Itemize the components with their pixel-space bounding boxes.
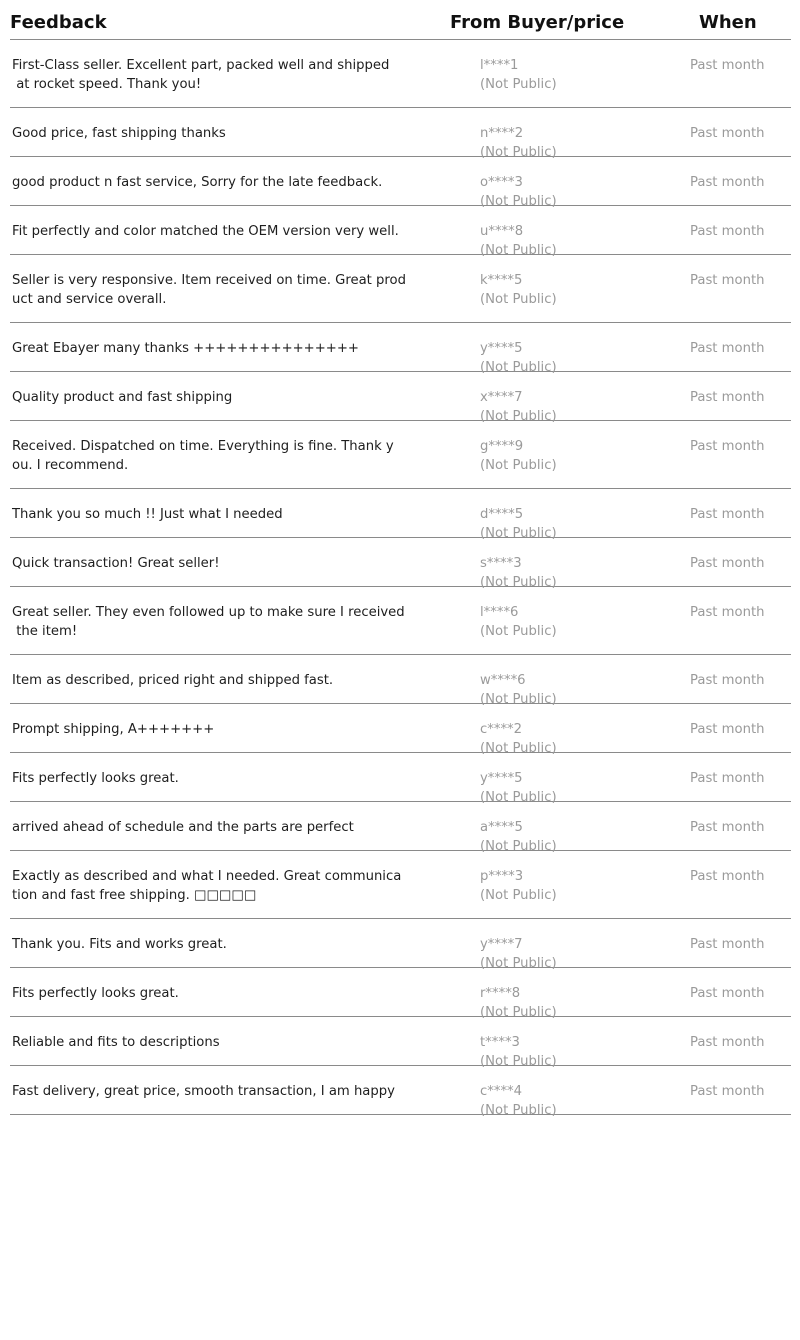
when-text: Past month bbox=[690, 224, 765, 239]
when-text: Past month bbox=[690, 605, 765, 620]
when-text: Past month bbox=[690, 986, 765, 1001]
buyer-name: t****3 bbox=[480, 1035, 520, 1050]
buyer-privacy-note: (Not Public) bbox=[480, 692, 557, 707]
buyer-name: l****6 bbox=[480, 605, 519, 620]
table-row bbox=[10, 1017, 791, 1069]
when-text: Past month bbox=[690, 771, 765, 786]
table-row bbox=[10, 421, 791, 489]
buyer-privacy-note: (Not Public) bbox=[480, 526, 557, 541]
when-text: Past month bbox=[690, 58, 765, 73]
buyer-privacy-note: (Not Public) bbox=[480, 1103, 557, 1118]
table-row bbox=[10, 538, 791, 590]
buyer-privacy-note: (Not Public) bbox=[480, 360, 557, 375]
buyer-privacy-note: (Not Public) bbox=[480, 292, 557, 307]
table-row bbox=[10, 753, 791, 805]
when-text: Past month bbox=[690, 1035, 765, 1050]
column-header-feedback: Feedback bbox=[10, 12, 107, 33]
table-row bbox=[10, 587, 791, 655]
buyer-name: k****5 bbox=[480, 273, 523, 288]
when-text: Past month bbox=[690, 673, 765, 688]
buyer-privacy-note: (Not Public) bbox=[480, 194, 557, 209]
buyer-cell bbox=[480, 437, 557, 475]
feedback-text: Fits perfectly looks great. bbox=[12, 771, 179, 786]
buyer-name: r****8 bbox=[480, 986, 521, 1001]
buyer-privacy-note: (Not Public) bbox=[480, 790, 557, 805]
buyer-cell bbox=[480, 603, 557, 641]
feedback-text: Seller is very responsive. Item received on time. Great prod uct and service overall. bbox=[12, 273, 406, 307]
when-text: Past month bbox=[690, 439, 765, 454]
buyer-privacy-note: (Not Public) bbox=[480, 1054, 557, 1069]
feedback-text: arrived ahead of schedule and the parts are perfect bbox=[12, 820, 354, 835]
buyer-name: a****5 bbox=[480, 820, 523, 835]
when-text: Past month bbox=[690, 556, 765, 571]
when-text: Past month bbox=[690, 390, 765, 405]
when-text: Past month bbox=[690, 722, 765, 737]
feedback-text: Fit perfectly and color matched the OEM version very well. bbox=[12, 224, 399, 239]
buyer-name: p****3 bbox=[480, 869, 524, 884]
feedback-text: Fits perfectly looks great. bbox=[12, 986, 179, 1001]
table-row bbox=[10, 919, 791, 971]
buyer-name: d****5 bbox=[480, 507, 524, 522]
feedback-text: Great seller. They even followed up to make sure I received the item! bbox=[12, 605, 405, 639]
feedback-text: Thank you so much !! Just what I needed bbox=[12, 507, 283, 522]
table-row bbox=[10, 704, 791, 756]
buyer-privacy-note: (Not Public) bbox=[480, 77, 557, 92]
buyer-name: y****5 bbox=[480, 341, 523, 356]
when-text: Past month bbox=[690, 273, 765, 288]
buyer-name: c****2 bbox=[480, 722, 523, 737]
buyer-privacy-note: (Not Public) bbox=[480, 888, 557, 903]
buyer-privacy-note: (Not Public) bbox=[480, 575, 557, 590]
table-row bbox=[10, 655, 791, 707]
buyer-cell bbox=[480, 56, 557, 94]
when-text: Past month bbox=[690, 1084, 765, 1099]
buyer-cell bbox=[480, 1082, 557, 1120]
buyer-name: u****8 bbox=[480, 224, 524, 239]
buyer-cell bbox=[480, 271, 557, 309]
buyer-name: w****6 bbox=[480, 673, 526, 688]
table-row bbox=[10, 489, 791, 541]
feedback-text: Good price, fast shipping thanks bbox=[12, 126, 226, 141]
feedback-text: Reliable and fits to descriptions bbox=[12, 1035, 220, 1050]
table-row bbox=[10, 851, 791, 919]
table-row bbox=[10, 108, 791, 160]
buyer-privacy-note: (Not Public) bbox=[480, 741, 557, 756]
buyer-privacy-note: (Not Public) bbox=[480, 409, 557, 424]
feedback-rows bbox=[10, 40, 791, 1118]
buyer-name: y****5 bbox=[480, 771, 523, 786]
feedback-text: good product n fast service, Sorry for the late feedback. bbox=[12, 175, 383, 190]
when-text: Past month bbox=[690, 126, 765, 141]
buyer-name: y****7 bbox=[480, 937, 523, 952]
when-text: Past month bbox=[690, 937, 765, 952]
table-row bbox=[10, 40, 791, 108]
column-header-when: When bbox=[699, 12, 757, 33]
table-row bbox=[10, 1066, 791, 1118]
buyer-privacy-note: (Not Public) bbox=[480, 624, 557, 639]
buyer-name: c****4 bbox=[480, 1084, 523, 1099]
buyer-privacy-note: (Not Public) bbox=[480, 956, 557, 971]
table-header bbox=[10, 0, 791, 40]
feedback-text: Fast delivery, great price, smooth transaction, I am happy bbox=[12, 1084, 395, 1099]
when-text: Past month bbox=[690, 869, 765, 884]
table-row bbox=[10, 372, 791, 424]
table-row bbox=[10, 157, 791, 209]
table-row bbox=[10, 323, 791, 375]
table-row bbox=[10, 968, 791, 1020]
buyer-privacy-note: (Not Public) bbox=[480, 458, 557, 473]
table-row bbox=[10, 206, 791, 258]
feedback-text: Prompt shipping, A+++++++ bbox=[12, 722, 215, 737]
buyer-privacy-note: (Not Public) bbox=[480, 1005, 557, 1020]
buyer-name: o****3 bbox=[480, 175, 523, 190]
buyer-name: s****3 bbox=[480, 556, 522, 571]
buyer-privacy-note: (Not Public) bbox=[480, 243, 557, 258]
feedback-text: Thank you. Fits and works great. bbox=[12, 937, 227, 952]
table-row bbox=[10, 255, 791, 323]
feedback-text: Great Ebayer many thanks +++++++++++++++ bbox=[12, 341, 359, 356]
when-text: Past month bbox=[690, 175, 765, 190]
buyer-name: l****1 bbox=[480, 58, 519, 73]
when-text: Past month bbox=[690, 507, 765, 522]
feedback-text: Quality product and fast shipping bbox=[12, 390, 233, 405]
column-header-buyer-price: From Buyer/price bbox=[450, 12, 625, 33]
when-text: Past month bbox=[690, 341, 765, 356]
table-row bbox=[10, 802, 791, 854]
buyer-privacy-note: (Not Public) bbox=[480, 839, 557, 854]
feedback-table bbox=[10, 0, 791, 1118]
feedback-text: First-Class seller. Excellent part, packed well and shipped at rocket speed. Thank you! bbox=[12, 58, 390, 92]
when-text: Past month bbox=[690, 820, 765, 835]
buyer-cell bbox=[480, 867, 557, 905]
buyer-privacy-note: (Not Public) bbox=[480, 145, 557, 160]
feedback-text: Received. Dispatched on time. Everything is fine. Thank y ou. I recommend. bbox=[12, 439, 394, 473]
feedback-text: Item as described, priced right and shipped fast. bbox=[12, 673, 334, 688]
buyer-name: x****7 bbox=[480, 390, 523, 405]
feedback-text: Quick transaction! Great seller! bbox=[12, 556, 220, 571]
feedback-text: Exactly as described and what I needed. Great communica tion and fast free shipping. □□□□□ bbox=[12, 869, 402, 903]
buyer-name: g****9 bbox=[480, 439, 524, 454]
buyer-name: n****2 bbox=[480, 126, 524, 141]
